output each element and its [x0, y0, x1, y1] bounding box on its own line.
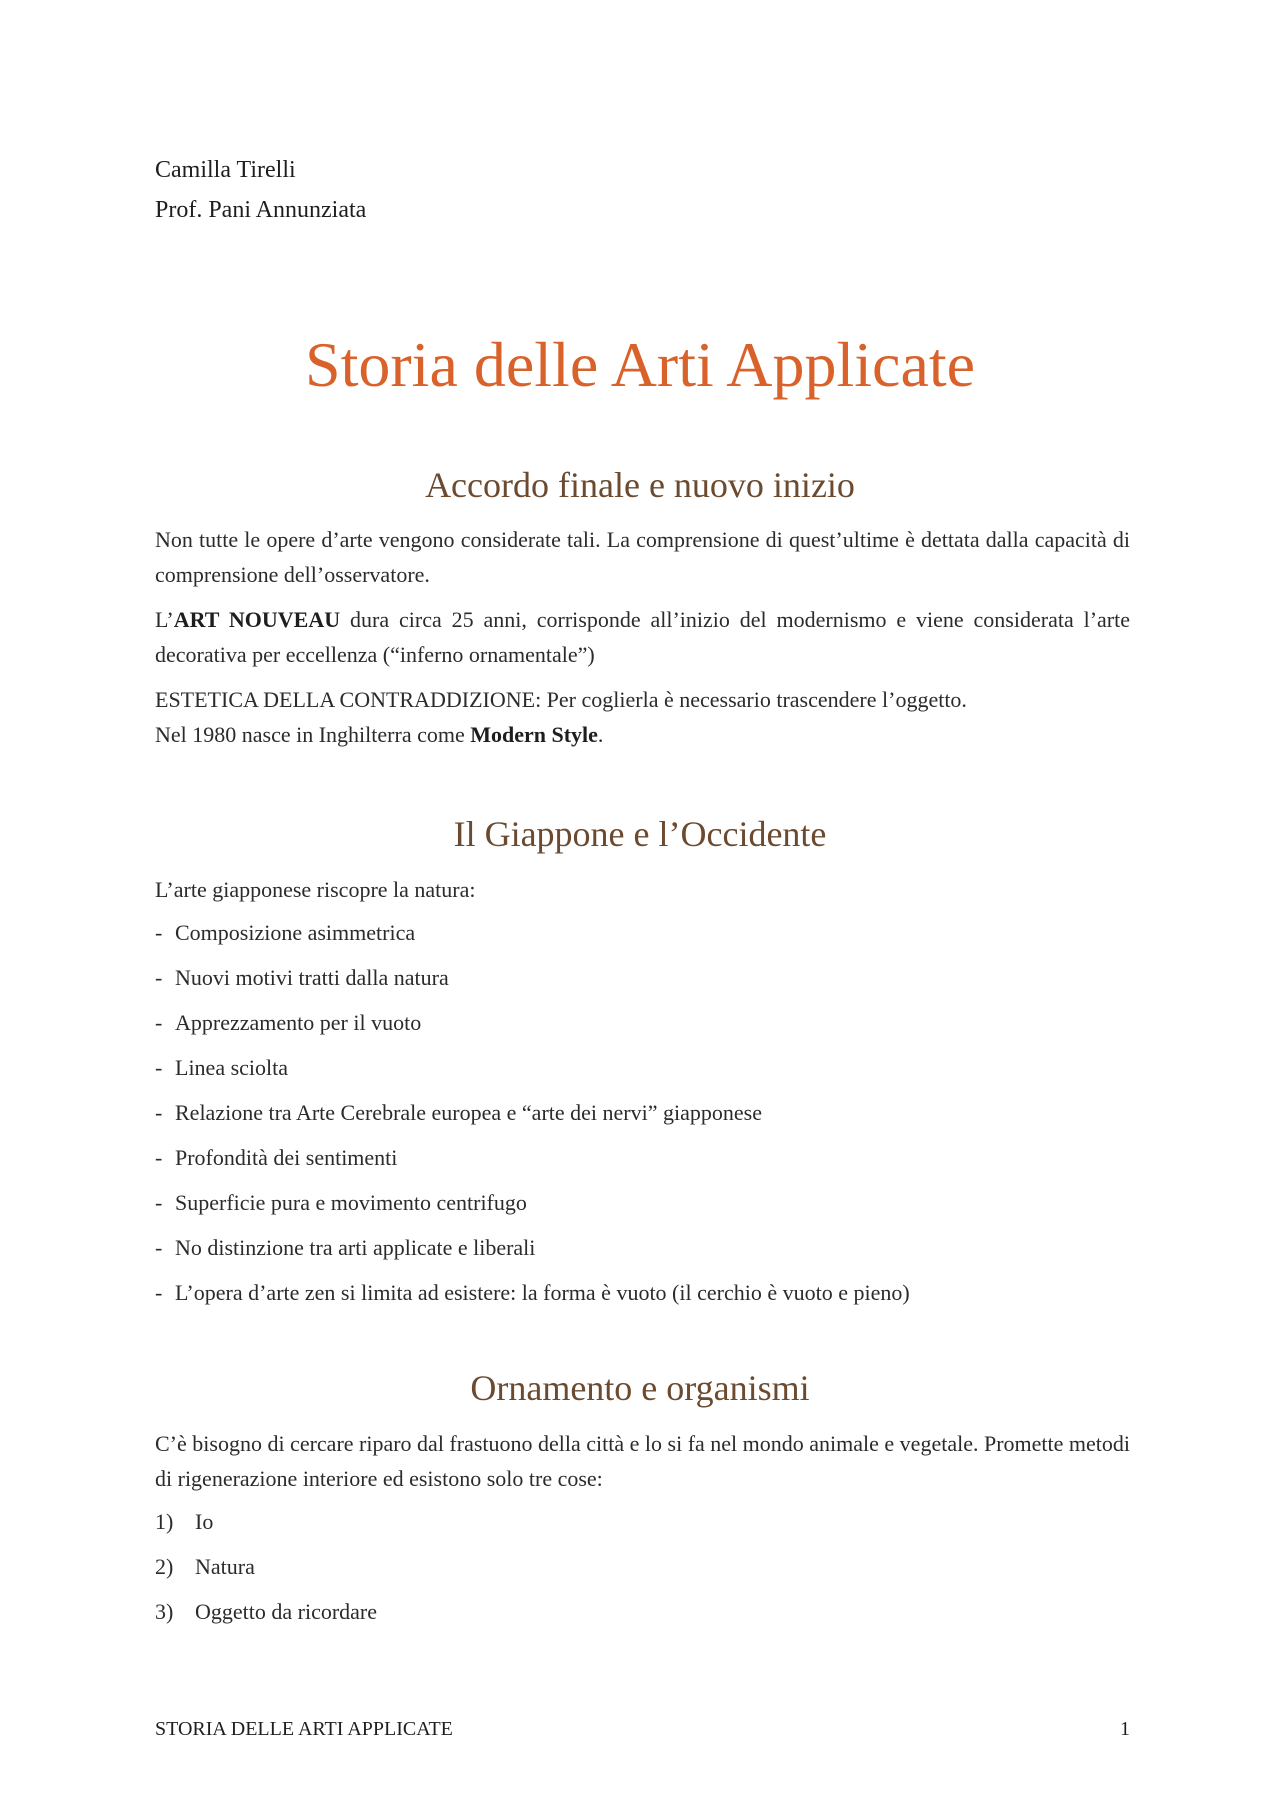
page-number: 1: [1120, 1718, 1130, 1740]
list-item: [155, 1005, 1130, 1040]
list-item: [155, 1549, 1130, 1584]
section-body-accordo: [155, 522, 1130, 762]
bullet-dash: -: [155, 965, 163, 990]
paragraph: ESTETICA DELLA CONTRADDIZIONE: Per coglierla è necessario trascendere l’oggetto.: [155, 687, 967, 712]
paragraph: [155, 717, 1130, 752]
list-item: [155, 1504, 1130, 1539]
section-heading-ornamento: Ornamento e organismi: [470, 1368, 810, 1408]
bullet-dash: -: [155, 920, 163, 945]
text-span: Nel 1980 nasce in Inghilterra come: [155, 722, 471, 747]
list-item-text: Relazione tra Arte Cerebrale europea e “arte dei nervi” giapponese: [175, 1100, 762, 1125]
professor-name: Prof. Pani Annunziata: [155, 197, 367, 223]
list-item-text: Linea sciolta: [175, 1055, 289, 1080]
list-item-text: L’opera d’arte zen si limita ad esistere: la forma è vuoto (il cerchio è vuoto e pieno): [175, 1280, 910, 1305]
list-item: [155, 915, 1130, 950]
list-item-text: Oggetto da ricordare: [195, 1599, 378, 1624]
bullet-dash: -: [155, 1145, 163, 1170]
paragraph: Non tutte le opere d’arte vengono considerate tali. La comprensione di quest’ultime è dettata dalla capacità di comprensione dell’osservatore.: [155, 527, 1130, 587]
bullet-dash: -: [155, 1235, 163, 1260]
list-item: [155, 1594, 1130, 1629]
list-item-text: No distinzione tra arti applicate e liberali: [175, 1235, 536, 1260]
list-item: [155, 1050, 1130, 1085]
bullet-dash: -: [155, 1055, 163, 1080]
list-number: 2): [155, 1554, 174, 1579]
section-heading-accordo: Accordo finale e nuovo inizio: [425, 465, 855, 505]
text-span: dura circa 25 anni, corrisponde all’inizio del modernismo e viene considerata l’arte decorativa per eccellenza (“inferno ornamentale”): [155, 607, 1130, 667]
section-body-giappone: [155, 872, 1130, 1320]
section-heading-giappone: Il Giappone e l’Occidente: [453, 814, 827, 854]
numbered-list: [155, 1504, 1130, 1629]
list-item-text: Profondità dei sentimenti: [175, 1145, 398, 1170]
bold-term: Modern Style: [470, 722, 598, 747]
list-item: [155, 1230, 1130, 1265]
paragraph: [155, 602, 1130, 672]
bullet-dash: -: [155, 1280, 163, 1305]
list-item-text: Io: [195, 1509, 214, 1534]
bullet-list: [155, 915, 1130, 1310]
author-name: Camilla Tirelli: [155, 157, 296, 183]
bullet-dash: -: [155, 1100, 163, 1125]
list-item-text: Composizione asimmetrica: [175, 920, 416, 945]
section-body-ornamento: [155, 1426, 1130, 1639]
footer-running-title: STORIA DELLE ARTI APPLICATE: [155, 1718, 453, 1740]
list-item: [155, 960, 1130, 995]
list-item-text: Apprezzamento per il vuoto: [175, 1010, 422, 1035]
text-span: L’: [155, 607, 174, 632]
paragraph: L’arte giapponese riscopre la natura:: [155, 877, 476, 902]
list-item: [155, 1185, 1130, 1220]
paragraph: C’è bisogno di cercare riparo dal frastuono della città e lo si fa nel mondo animale e vegetale. Promette metodi di rigenerazione interiore ed esistono solo tre cose:: [155, 1431, 1130, 1491]
list-item: [155, 1275, 1130, 1310]
list-item-text: Superficie pura e movimento centrifugo: [175, 1190, 527, 1215]
list-item-text: Natura: [195, 1554, 255, 1579]
list-number: 1): [155, 1509, 174, 1534]
list-item: [155, 1095, 1130, 1130]
document-title: Storia delle Arti Applicate: [304, 329, 976, 400]
list-item-text: Nuovi motivi tratti dalla natura: [175, 965, 449, 990]
bold-term: ART NOUVEAU: [173, 607, 341, 632]
list-item: [155, 1140, 1130, 1175]
text-span: .: [597, 722, 604, 747]
list-number: 3): [155, 1599, 174, 1624]
author-block: [155, 150, 366, 230]
bullet-dash: -: [155, 1190, 163, 1215]
bullet-dash: -: [155, 1010, 163, 1035]
